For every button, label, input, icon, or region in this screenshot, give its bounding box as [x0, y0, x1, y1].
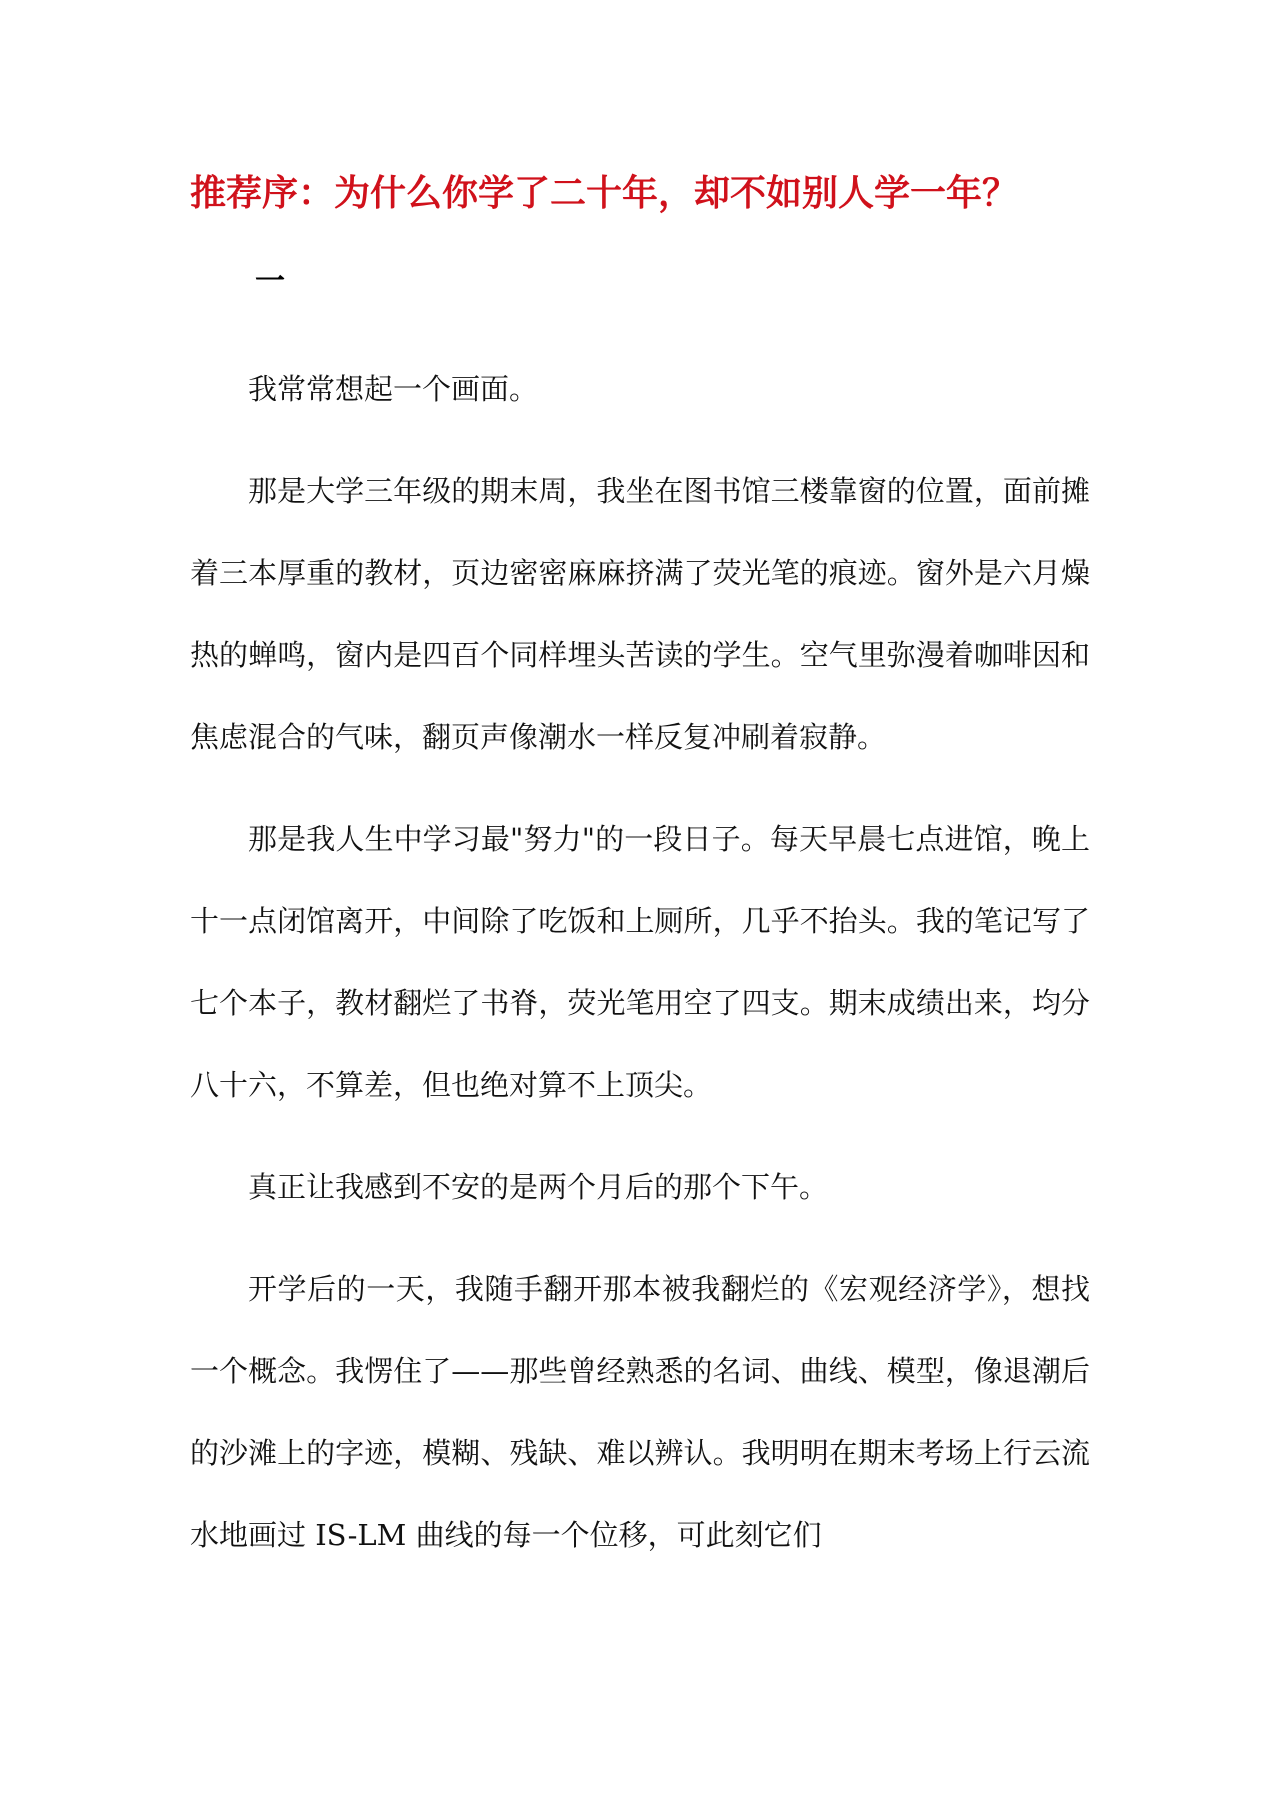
- body-text: [190, 348, 1090, 1596]
- paragraph: 开学后的一天，我随手翻开那本被我翻烂的《宏观经济学》，想找一个概念。我愣住了——那些曾经熟悉的名词、曲线、模型，像退潮后的沙滩上的字迹，模糊、残缺、难以辨认。我明明在期末考场上行云流水地画过 IS-LM 曲线的每一个位移，可此刻它们: [190, 1272, 1090, 1552]
- paragraph: 真正让我感到不安的是两个月后的那个下午。: [248, 1170, 829, 1204]
- paragraph: 我常常想起一个画面。: [248, 372, 539, 406]
- section-number: 一: [255, 264, 285, 299]
- paragraph: 那是我人生中学习最"努力"的一段日子。每天早晨七点进馆，晚上十一点闭馆离开，中间除了吃饭和上厕所，几乎不抬头。我的笔记写了七个本子，教材翻烂了书脊，荧光笔用空了四支。期末成绩出来，均分八十六，不算差，但也绝对算不上顶尖。: [190, 822, 1090, 1102]
- paragraph: 那是大学三年级的期末周，我坐在图书馆三楼靠窗的位置，面前摊着三本厚重的教材，页边密密麻麻挤满了荧光笔的痕迹。窗外是六月燥热的蝉鸣，窗内是四百个同样埋头苦读的学生。空气里弥漫着咖啡因和焦虑混合的气味，翻页声像潮水一样反复冲刷着寂静。: [190, 474, 1090, 754]
- page-title: 推荐序：为什么你学了二十年，却不如别人学一年？: [190, 173, 1019, 214]
